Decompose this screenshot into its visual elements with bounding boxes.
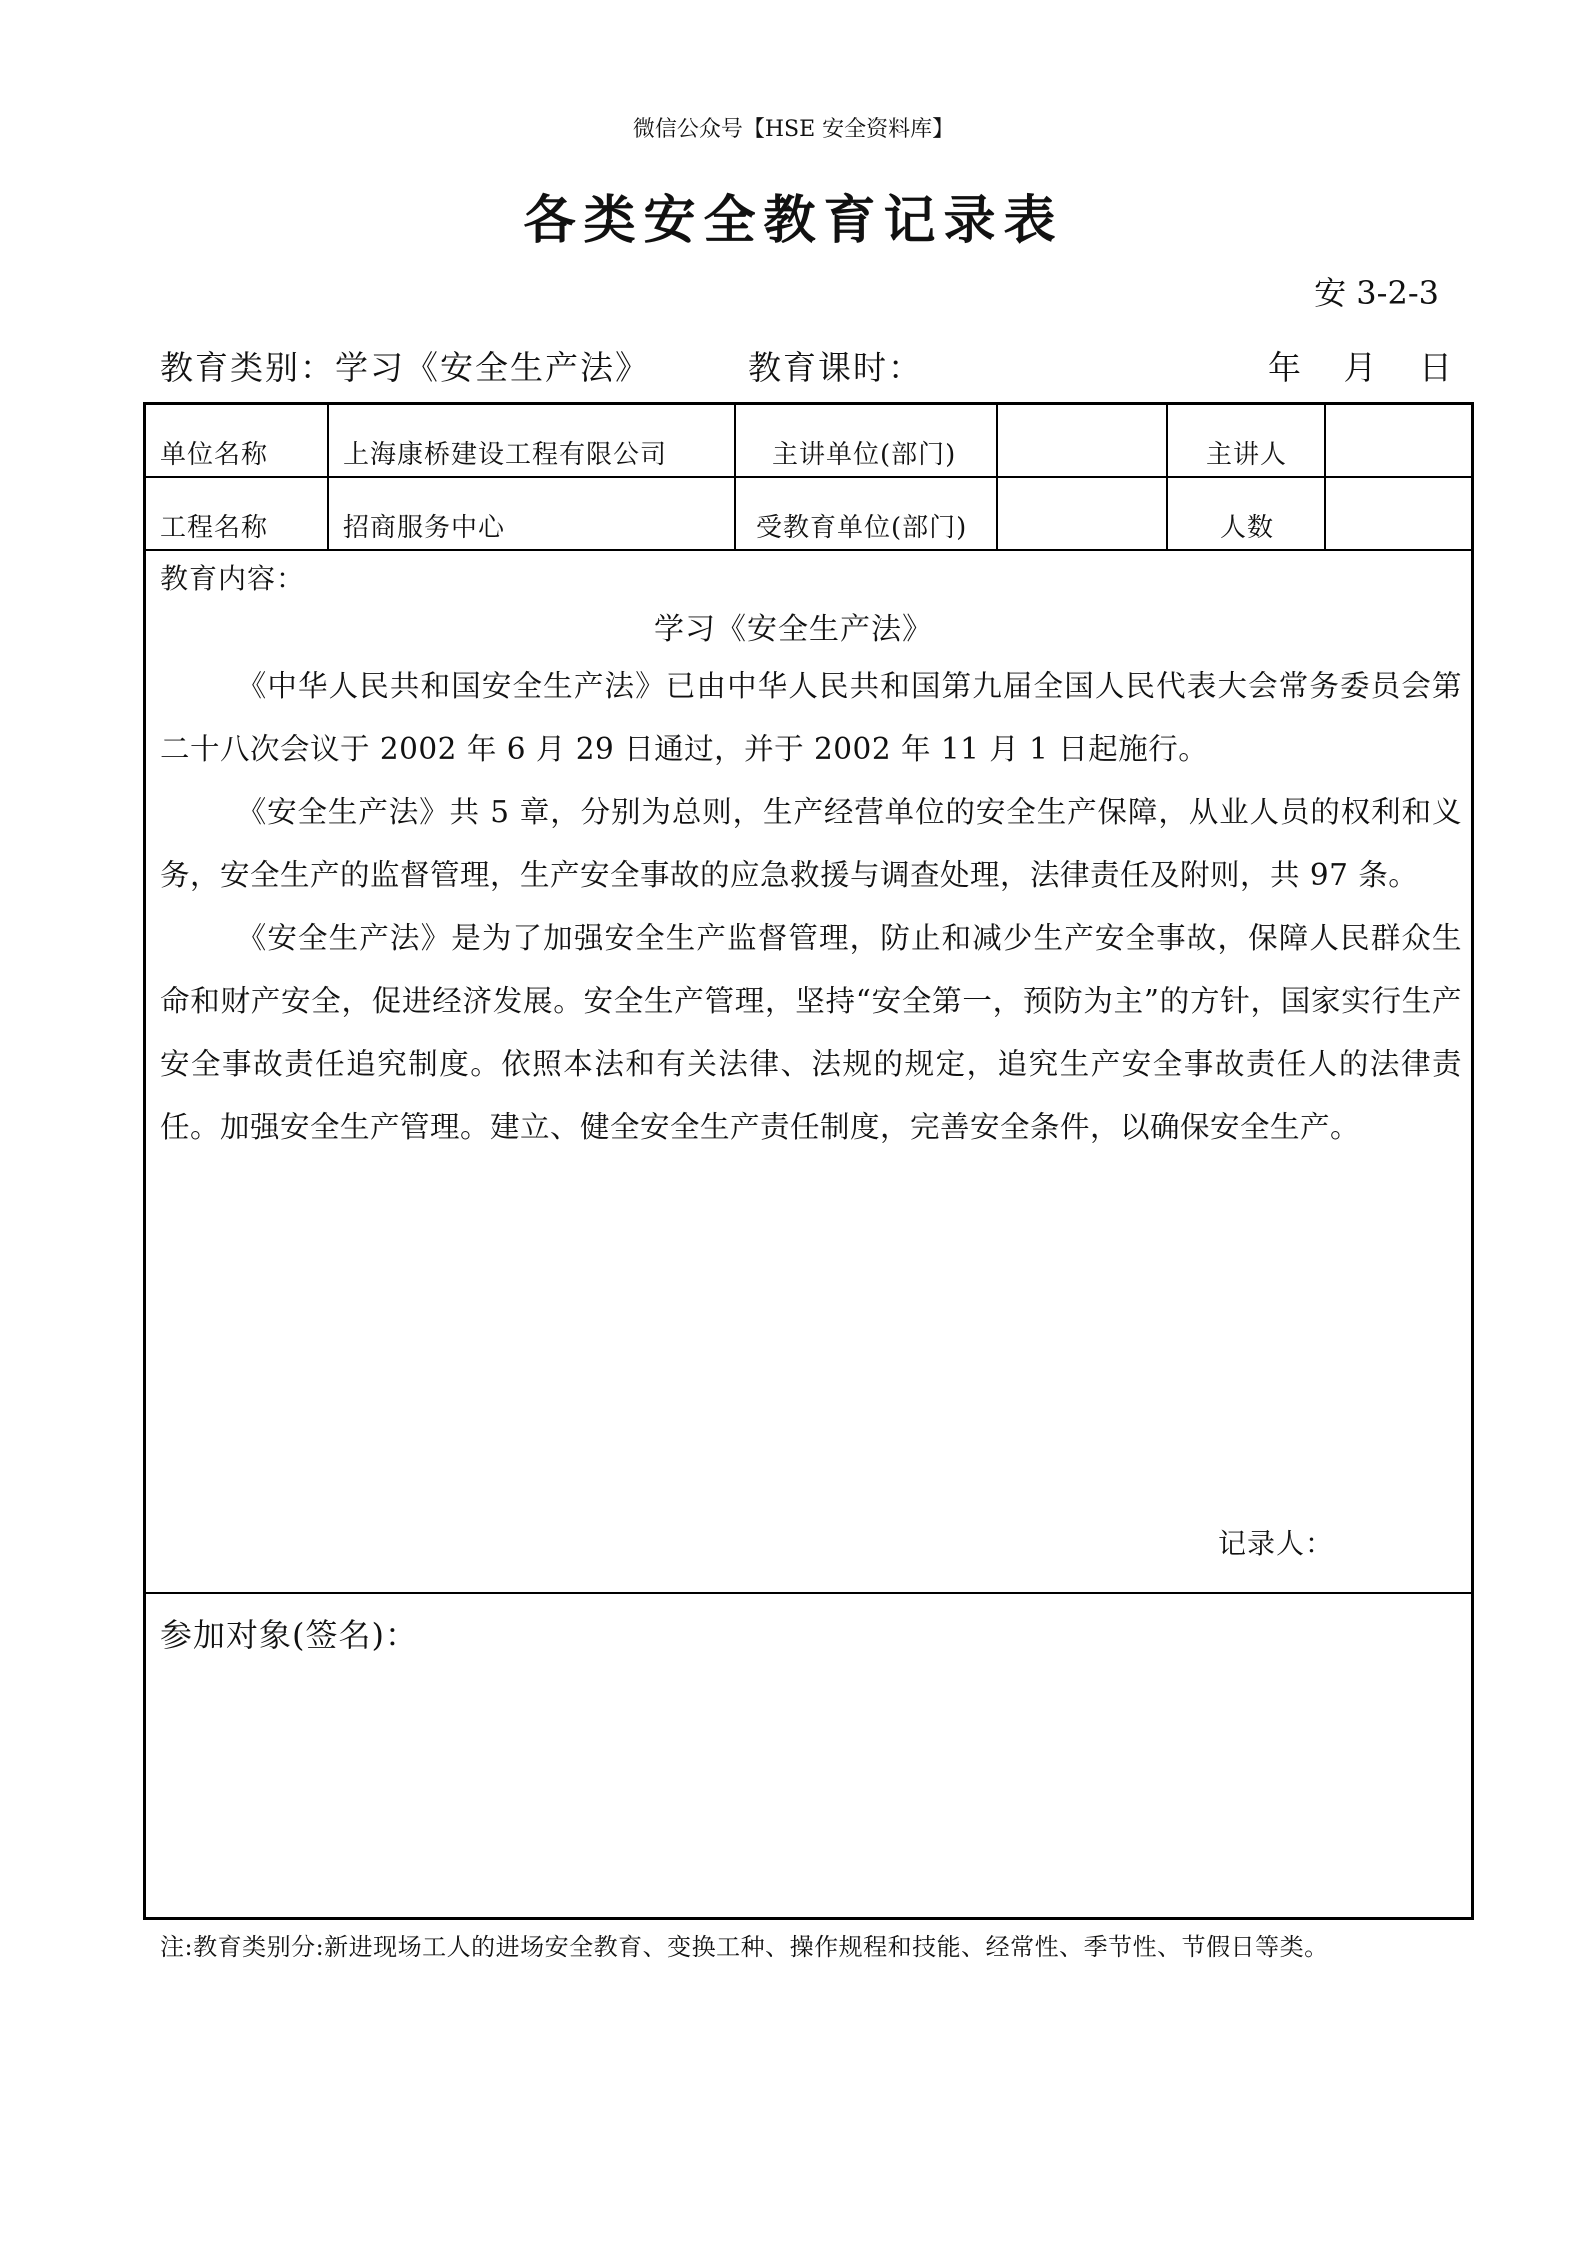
recorder-label: 记录人： bbox=[1218, 1527, 1335, 1560]
lecture-unit-label: 主讲单位(部门) bbox=[772, 440, 957, 470]
page-title: 各类安全教育记录表 bbox=[523, 190, 1064, 251]
form-code: 安 3-2-3 bbox=[1314, 274, 1439, 312]
unit-name-value: 上海康桥建设工程有限公司 bbox=[343, 440, 668, 470]
headcount-label: 人数 bbox=[1220, 513, 1275, 543]
content-paragraph: 《安全生产法》是为了加强安全生产监督管理，防止和减少生产安全事故，保障人民群众生命和财产安全，促进经济发展。安全生产管理，坚持“安全第一，预防为主”的方针，国家实行生产安全事故责任追究制度。依照本法和有关法律、法规的规定，追究生产安全事故责任人的法律责任。加强安全生产管理。建立、健全安全生产责任制度，完善安全条件，以确保安全生产。 bbox=[160, 921, 1462, 1144]
content-paragraph: 《中华人民共和国安全生产法》已由中华人民共和国第九届全国人民代表大会常务委员会第二十八次会议于 2002 年 6 月 29 日通过，并于 2002 年 11 月 1 日起施行。 bbox=[160, 669, 1462, 766]
education-category: 教育类别：学习《安全生产法》 bbox=[160, 348, 650, 387]
content-body bbox=[160, 655, 1462, 1159]
participants-label: 参加对象(签名)： bbox=[160, 1616, 418, 1654]
lecturer-label: 主讲人 bbox=[1206, 440, 1288, 470]
project-name-label: 工程名称 bbox=[160, 513, 269, 543]
col-divider bbox=[1166, 404, 1168, 550]
lecturer-field[interactable] bbox=[1334, 440, 1464, 470]
headcount-field[interactable] bbox=[1334, 513, 1464, 543]
education-date: 年 月 日 bbox=[1268, 348, 1454, 387]
row-divider bbox=[143, 549, 1474, 551]
row-divider bbox=[143, 476, 1474, 478]
unit-name-label: 单位名称 bbox=[160, 440, 269, 470]
col-divider bbox=[996, 404, 998, 550]
educated-unit-label: 受教育单位(部门) bbox=[756, 513, 968, 543]
content-paragraph: 《安全生产法》共 5 章，分别为总则，生产经营单位的安全生产保障，从业人员的权利和义务，安全生产的监督管理，生产安全事故的应急救援与调查处理，法律责任及附则，共 97 条。 bbox=[160, 795, 1462, 892]
content-title: 学习《安全生产法》 bbox=[654, 612, 933, 647]
header-note: 微信公众号【HSE 安全资料库】 bbox=[632, 117, 955, 142]
content-heading: 教育内容： bbox=[160, 562, 306, 595]
footnote: 注:教育类别分:新进现场工人的进场安全教育、变换工种、操作规程和技能、经常性、季节性、节假日等类。 bbox=[160, 1933, 1329, 1961]
signature-area[interactable] bbox=[160, 1660, 1460, 1910]
col-divider bbox=[1324, 404, 1326, 550]
education-hours: 教育课时： bbox=[748, 348, 923, 387]
project-name-value: 招商服务中心 bbox=[343, 513, 506, 543]
lecture-unit-field[interactable] bbox=[1006, 440, 1156, 470]
section-divider bbox=[143, 1592, 1474, 1594]
col-divider bbox=[327, 404, 329, 550]
col-divider bbox=[734, 404, 736, 550]
educated-unit-field[interactable] bbox=[1006, 513, 1156, 543]
